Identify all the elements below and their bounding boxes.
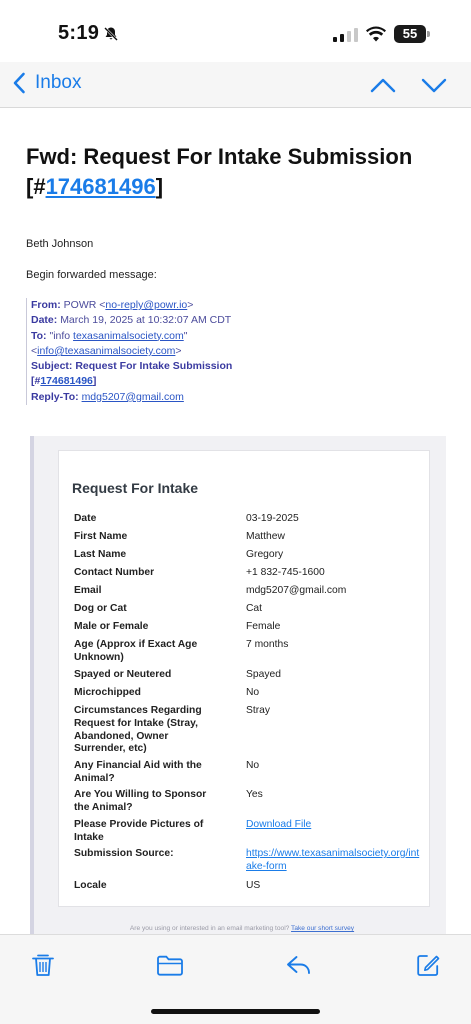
begin-forwarded-text: Begin forwarded message: <box>26 269 157 281</box>
folder-icon[interactable] <box>156 952 184 978</box>
field-value: No <box>246 760 260 771</box>
bottom-toolbar <box>0 934 471 1024</box>
reply-icon[interactable] <box>285 952 313 978</box>
to-header: To: "info texasanimalsociety.com" <box>31 329 188 342</box>
next-message-button[interactable] <box>421 74 447 96</box>
from-email-link[interactable]: no-reply@powr.io <box>105 299 188 311</box>
field-value: US <box>246 880 261 891</box>
trash-icon[interactable] <box>30 952 56 978</box>
field-label: Any Financial Aid with the Animal? <box>74 760 202 784</box>
subject-header: Subject: Request For Intake Submission <box>31 360 233 373</box>
to-domain-link[interactable]: texasanimalsociety.com <box>73 329 184 342</box>
field-value: mdg5207@gmail.com <box>246 585 347 596</box>
survey-text: Are you using or interested in an email marketing tool? <box>129 925 290 932</box>
subject-bracket-close: ] <box>155 174 164 199</box>
survey-note <box>34 925 450 932</box>
sender-name: Beth Johnson <box>26 238 94 250</box>
field-label: Date <box>74 513 97 524</box>
message-subject <box>26 142 446 202</box>
compose-icon[interactable] <box>415 952 441 978</box>
field-label: First Name <box>74 531 128 542</box>
field-label: Male or Female <box>74 621 149 632</box>
previous-message-button[interactable] <box>370 74 396 96</box>
back-to-inbox-button[interactable] <box>12 72 81 94</box>
status-bar <box>0 0 471 62</box>
chevron-down-icon <box>423 80 445 91</box>
field-label: Contact Number <box>74 567 155 578</box>
from-header: From: POWR <no-reply@powr.io> <box>31 299 194 311</box>
battery-icon <box>394 25 430 43</box>
field-label: Microchipped <box>74 687 141 698</box>
chevron-left-icon <box>12 72 26 94</box>
field-label: Locale <box>74 880 107 891</box>
field-value: Matthew <box>246 531 285 542</box>
field-label: Age (Approx if Exact Age Unknown) <box>74 639 198 663</box>
field-label: Email <box>74 585 102 596</box>
reply-to-link[interactable]: mdg5207@gmail.com <box>81 390 184 403</box>
field-label: Circumstances Regarding Request for Intake (Stray, Abandoned, Owner Surrender, etc) <box>74 705 202 755</box>
field-label: Submission Source: <box>74 848 174 859</box>
wifi-icon <box>366 25 386 42</box>
field-label: Dog or Cat <box>74 603 127 614</box>
field-label: Last Name <box>74 549 127 560</box>
clock: 5:19 <box>58 22 100 44</box>
field-label: Spayed or Neutered <box>74 669 172 680</box>
subject-bracket-open: [# <box>26 174 46 199</box>
back-label: Inbox <box>35 72 82 93</box>
field-value: Female <box>246 621 281 632</box>
field-value: Gregory <box>246 549 284 560</box>
survey-link[interactable]: Take our short survey <box>291 925 355 932</box>
field-value: Stray <box>246 705 271 716</box>
ticket-link[interactable]: 174681496 <box>45 174 156 199</box>
card-title: Request For Intake <box>72 480 199 496</box>
field-value: Spayed <box>246 669 281 680</box>
navigation-bar <box>0 62 471 108</box>
message-body[interactable] <box>0 108 471 934</box>
to-email-link[interactable]: info@texasanimalsociety.com <box>37 344 176 357</box>
bell-slash-icon <box>103 26 119 42</box>
field-label: Please Provide Pictures of Intake <box>74 819 204 843</box>
to-email-line: <info@texasanimalsociety.com> <box>31 344 182 357</box>
intake-card <box>58 450 430 907</box>
date-header: Date: March 19, 2025 at 10:32:07 AM CDT <box>31 314 232 327</box>
reply-to-header: Reply-To: mdg5207@gmail.com <box>31 390 184 403</box>
subject-ticket-line: [#174681496] <box>31 375 97 388</box>
cellular-signal-icon <box>333 28 359 42</box>
field-label: Are You Willing to Sponsor the Animal? <box>74 789 207 813</box>
download-file-link[interactable]: Download File <box>246 819 312 830</box>
field-value: 7 months <box>246 639 289 650</box>
subject-text: Fwd: Request For Intake Submission <box>26 144 413 169</box>
subject-ticket-link[interactable]: 174681496 <box>40 375 93 388</box>
battery-percent: 55 <box>402 26 418 41</box>
field-value: Cat <box>246 603 263 614</box>
chevron-up-icon <box>372 80 394 91</box>
field-value: Yes <box>246 789 263 800</box>
intake-card-container <box>30 436 446 934</box>
field-value: No <box>246 687 260 698</box>
submission-source-link[interactable]: https://www.texasanimalsociety.org/intake-form <box>246 848 420 872</box>
forwarded-headers <box>26 298 446 405</box>
field-value: 03-19-2025 <box>246 513 299 524</box>
home-indicator[interactable] <box>151 1009 320 1014</box>
field-value: +1 832-745-1600 <box>246 567 325 578</box>
